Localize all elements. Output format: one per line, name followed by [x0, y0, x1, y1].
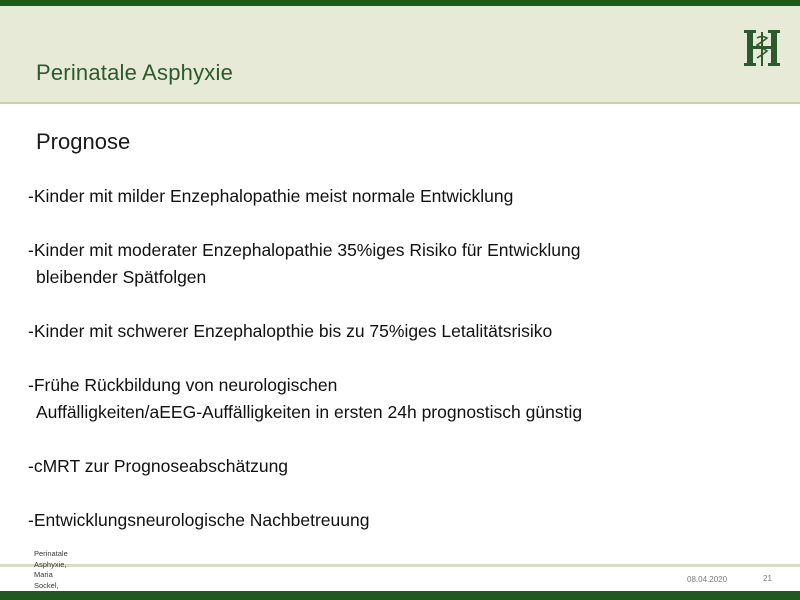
footer-divider — [0, 564, 800, 567]
hospital-h-caduceus-icon — [740, 26, 784, 70]
header-divider — [0, 102, 800, 104]
bullet-item: -Entwicklungsneurologische Nachbetreuung — [28, 510, 370, 530]
bullet-item: -Frühe Rückbildung von neurologischen Auffälligkeiten/aEEG-Auffälligkeiten in ersten 24h prognostisch günstig — [28, 375, 583, 422]
footer-author-text: Perinatale Asphyxie, Maria Sockel, — [34, 549, 68, 590]
bullet-item: -Kinder mit moderater Enzephalopathie 35%iges Risiko für Entwicklung bleibender Spätfolgen — [28, 240, 581, 287]
bullet-item: -Kinder mit schwerer Enzephalopthie bis zu 75%iges Letalitätsrisiko — [28, 321, 553, 341]
bullet-list — [28, 183, 768, 561]
bottom-accent-bar — [0, 591, 800, 600]
bullet-item: -cMRT zur Prognoseabschätzung — [28, 456, 289, 476]
header-band — [0, 6, 800, 102]
slide-title: Perinatale Asphyxie — [36, 60, 234, 85]
bullet-item: -Kinder mit milder Enzephalopathie meist normale Entwicklung — [28, 186, 514, 206]
footer-date: 08.04.2020 — [687, 575, 728, 584]
slide-subtitle: Prognose — [36, 129, 131, 154]
page-number: 21 — [763, 574, 772, 583]
